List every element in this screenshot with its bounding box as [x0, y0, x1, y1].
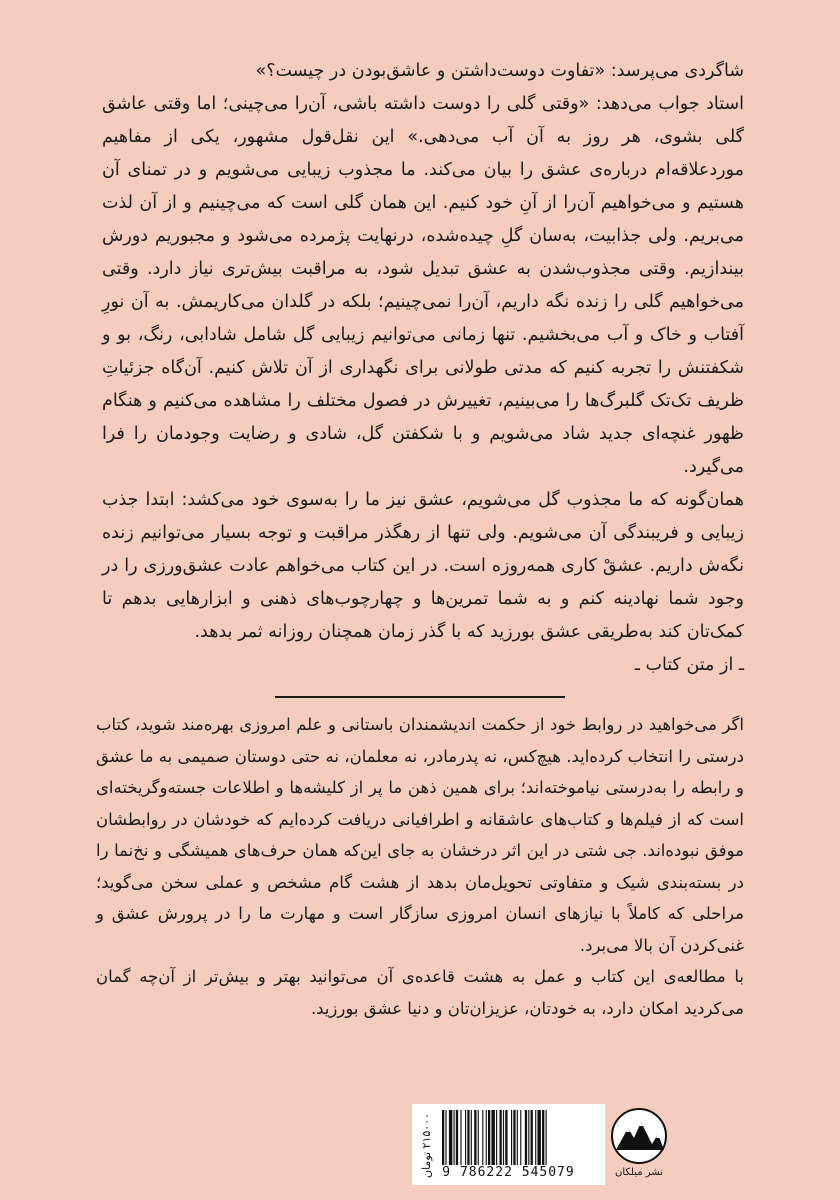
barcode-bar [531, 1110, 533, 1165]
barcode-bar [488, 1110, 490, 1165]
barcode-bar [505, 1110, 507, 1165]
barcode-bar [460, 1110, 461, 1165]
barcode-bar [465, 1110, 466, 1165]
barcode-bar [467, 1110, 469, 1165]
price-label [415, 1105, 437, 1185]
barcode-bar [513, 1110, 515, 1165]
blurb-section [96, 709, 744, 1024]
barcode-bar [442, 1110, 444, 1165]
barcode-bar [456, 1110, 458, 1165]
barcode-bar [528, 1110, 529, 1165]
barcode-bar [520, 1110, 521, 1165]
barcode-bar [535, 1110, 536, 1165]
barcode-bar [503, 1110, 504, 1165]
excerpt-source: ـ از متن کتاب ـ [634, 655, 744, 675]
excerpt-section [102, 55, 744, 682]
barcode-bar [491, 1110, 494, 1165]
blurb-paragraph: با مطالعه‌ی این کتاب و عمل به هشت قاعده‌ی آن می‌توانید بهتر و بیش‌تر از آن‌چه گمان می‌کردید امکان دارد، به خودتان، عزیزان‌تان و دنیا عشق بورزید. [96, 967, 744, 1018]
excerpt-paragraph: همان‌گونه که ما مجذوب گل می‌شویم، عشق نیز ما را به‌سوی خود می‌کشد: ابتدا جذب زیبایی و فریبندگی آن می‌شویم. ولی تنها از رهگذر مراقبت و توجه بسیار می‌توانیم زنده نگه‌ش داریم. عشقْ کاری همه‌روزه است. در این کتاب می‌خواهم عادت عشق‌ورزی را در وجود شما نهادینه کنم و به شما تمرین‌ها و چهارچوب‌های ذهنی و ابزارهایی بدهم تا کمک‌تان کند به‌طریقی عشق بورزید که با گذر زمان همچنان روزانه ثمر بدهد. [102, 490, 744, 642]
barcode-bar [486, 1110, 487, 1165]
barcode-bar [525, 1110, 527, 1165]
barcode-bar [445, 1110, 446, 1165]
barcode [412, 1104, 605, 1185]
excerpt-question: شاگردی می‌پرسد: «تفاوت دوست‌داشتن و عاشق‌بودن در چیست؟» [255, 61, 744, 81]
section-divider [275, 696, 565, 698]
barcode-bar [496, 1110, 497, 1165]
barcode-bar [471, 1110, 472, 1165]
barcode-bar [474, 1110, 476, 1165]
barcode-bar [511, 1110, 512, 1165]
isbn-number: 9 786222 545079 [442, 1165, 575, 1180]
excerpt-paragraph: استاد جواب می‌دهد: «وقتی گلی را دوست داشته باشی، آن‌را می‌چینی؛ اما وقتی عاشق گلی بشوی، هر روز به آن آب می‌دهی.» این نقل‌قول مشهور، یکی از مفاهیم موردعلاقه‌ام درباره‌ی عشق را بیان می‌کند. ما مجذوب زیبایی می‌شویم و در تمنای آن هستیم و می‌خواهیم آن‌را از آنِ خود کنیم. این همان گلی است که می‌چینیم و از آن لذت می‌بریم. ولی جذابیت، به‌سان گلِ چیده‌شده، درنهایت پژمرده می‌شود و مجبوریم دورش بیندازیم. وقتی مجذوب‌شدن به عشق تبدیل شود، به مراقبت بیش‌تری نیاز دارد. وقتی می‌خواهیم گلی را زنده نگه داریم، آن‌را نمی‌چینیم؛ بلکه در گلدان می‌کاریمش. به آن نورِ آفتاب و خاک و آب می‌بخشیم. تنها زمانی می‌توانیم زیبایی گل شامل شادابی، رنگ، بو و شکفتنش را تجربه کنیم که مدتی طولانی برای نگهداری از آن تلاش کنیم. آن‌گاه جزئیاتِ ظریف تک‌تک گلبرگ‌ها را می‌بینیم، تغییرش در فصول مختلف را مشاهده می‌کنیم و هنگام ظهور غنچه‌ای جدید شاد می‌شویم و با شکفتن گل، شادی و رضایت وجودمان را فرا می‌گیرد. [102, 94, 744, 477]
price-text: ۲۱۵۰۰۰ تومان [419, 1112, 433, 1178]
barcode-bar [449, 1110, 452, 1165]
barcode-bar [546, 1110, 547, 1165]
barcode-bar [482, 1110, 483, 1165]
barcode-bar [542, 1110, 544, 1165]
blurb-paragraph: اگر می‌خواهید در روابط خود از حکمت اندیشمندان باستانی و علم امروزی بهره‌مند شوید، کتاب درستی را انتخاب کرده‌اید. هیچ‌کس، نه پدرمادر، نه معلمان، نه حتی دوستان صمیمی به ما عشق و رابطه را به‌درستی نیاموخته‌اند؛ برای همین ذهن ما پر از کلیشه‌ها و اطلاعات جسته‌وگریخته‌ای است که از فیلم‌ها و کتاب‌های عاشقانه و اطرافیانی دریافت کرده‌ایم که خودشان در روابطشان موفق نبوده‌اند. جی شتی در این اثر درخشان به جای این‌که همان حرف‌های همیشگی و نخ‌نما را در بسته‌بندی شیک و متفاوتی تحویل‌مان بدهد از هشت گام مشخص و عملی سخن می‌گوید؛ مراحلی که کاملاً با نیازهای انسان امروزی سازگار است و مهارت ما را در پرورش عشق و غنی‌کردن آن بالا می‌برد. [96, 715, 744, 955]
barcode-bar [478, 1110, 479, 1165]
barcode-bar [517, 1110, 518, 1165]
publisher-name: نشر میلکان [615, 1167, 663, 1178]
barcode-bar [500, 1110, 502, 1165]
barcode-bar [537, 1110, 540, 1165]
barcode-bar [454, 1110, 455, 1165]
barcode-bars [420, 1110, 597, 1165]
